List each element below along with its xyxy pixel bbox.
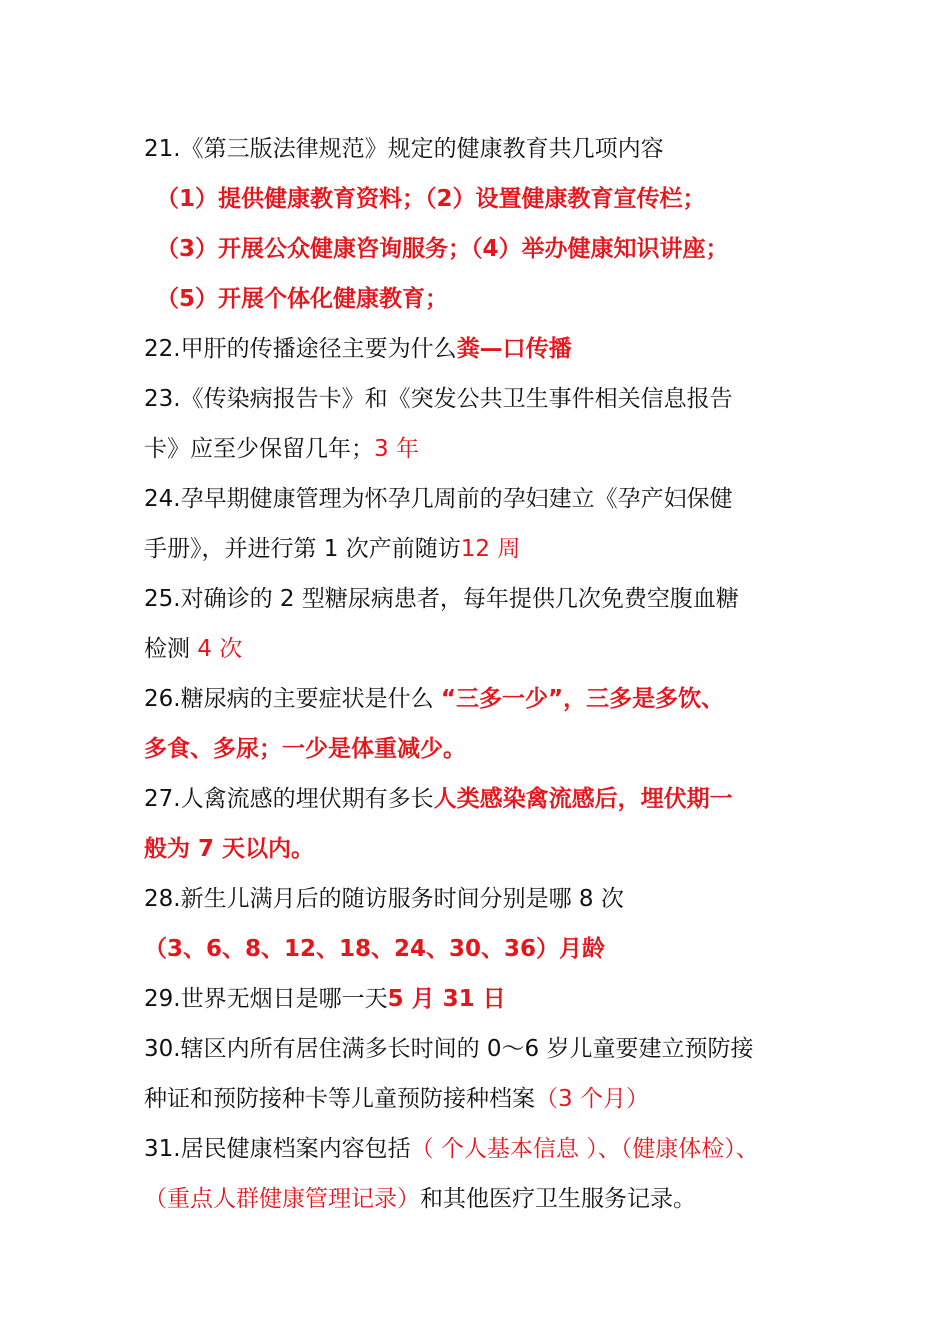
question-text: 卡》应至少保留几年； (144, 436, 374, 462)
answer-text: 人类感染禽流感后，埋伏期一 (433, 786, 733, 812)
question-27-line-1 (144, 774, 824, 824)
question-21 (144, 124, 824, 174)
question-29 (144, 974, 824, 1024)
question-text: 27.人禽流感的埋伏期有多长 (144, 786, 434, 812)
question-22 (144, 324, 824, 374)
qa-list (144, 124, 824, 1224)
answer-21-line-3 (144, 274, 824, 324)
question-30-line-1 (144, 1024, 824, 1074)
answer-text: 5 月 31 日 (387, 986, 506, 1012)
question-23-line-2 (144, 424, 824, 474)
answer-text: （3、6、8、12、18、24、30、36）月龄 (144, 936, 606, 962)
question-text: 种证和预防接种卡等儿童预防接种档案 (144, 1086, 535, 1112)
question-24-line-2 (144, 524, 824, 574)
question-text: 21.《第三版法律规范》规定的健康教育共几项内容 (144, 136, 664, 162)
answer-text: 粪—口传播 (456, 336, 572, 362)
question-23-line-1 (144, 374, 824, 424)
question-text: 28.新生儿满月后的随访服务时间分别是哪 8 次 (144, 886, 624, 912)
answer-text: （3 个月） (535, 1086, 649, 1112)
question-text: 检测 (144, 636, 190, 662)
question-25-line-1 (144, 574, 824, 624)
question-27-line-2 (144, 824, 824, 874)
answer-21-line-2 (144, 224, 824, 274)
question-31-line-1 (144, 1124, 824, 1174)
answer-text: （ 个人基本信息 ）、（健康体检）、 (410, 1136, 759, 1162)
question-text: 26.糖尿病的主要症状是什么 (144, 686, 441, 712)
answer-text: 12 周 (460, 536, 521, 562)
question-text: 23.《传染病报告卡》和《突发公共卫生事件相关信息报告 (144, 386, 733, 412)
question-text: 29.世界无烟日是哪一天 (144, 986, 388, 1012)
question-text: 30.辖区内所有居住满多长时间的 0～6 岁儿童要建立预防接 (144, 1036, 754, 1062)
question-25-line-2 (144, 624, 824, 674)
question-text: 和其他医疗卫生服务记录。 (420, 1186, 696, 1212)
answer-text: （重点人群健康管理记录） (144, 1186, 420, 1212)
answer-text: 般为 7 天以内。 (144, 836, 315, 862)
question-28-line-2 (144, 924, 824, 974)
question-text: 22.甲肝的传播途径主要为什么 (144, 336, 457, 362)
question-24-line-1 (144, 474, 824, 524)
question-30-line-2 (144, 1074, 824, 1124)
answer-text: 3 年 (374, 436, 419, 462)
answer-text: （1）提供健康教育资料；（2）设置健康教育宣传栏； (156, 186, 706, 212)
answer-text: （3）开展公众健康咨询服务；（4）举办健康知识讲座； (156, 236, 729, 262)
question-text: 24.孕早期健康管理为怀孕几周前的孕妇建立《孕产妇保健 (144, 486, 733, 512)
question-text: 25.对确诊的 2 型糖尿病患者，每年提供几次免费空腹血糖 (144, 586, 739, 612)
answer-text: 4 次 (190, 636, 243, 662)
question-28-line-1 (144, 874, 824, 924)
answer-text: 多食、多尿；一少是体重减少。 (144, 736, 466, 762)
question-text: 31.居民健康档案内容包括 (144, 1136, 411, 1162)
answer-21-line-1 (144, 174, 824, 224)
question-text: 手册》，并进行第 1 次产前随访 (144, 536, 461, 562)
question-26-line-1 (144, 674, 824, 724)
question-31-line-2 (144, 1174, 824, 1224)
question-26-line-2 (144, 724, 824, 774)
answer-text: （5）开展个体化健康教育； (156, 286, 449, 312)
answer-text: “三多一少”，三多是多饮、 (440, 686, 725, 712)
